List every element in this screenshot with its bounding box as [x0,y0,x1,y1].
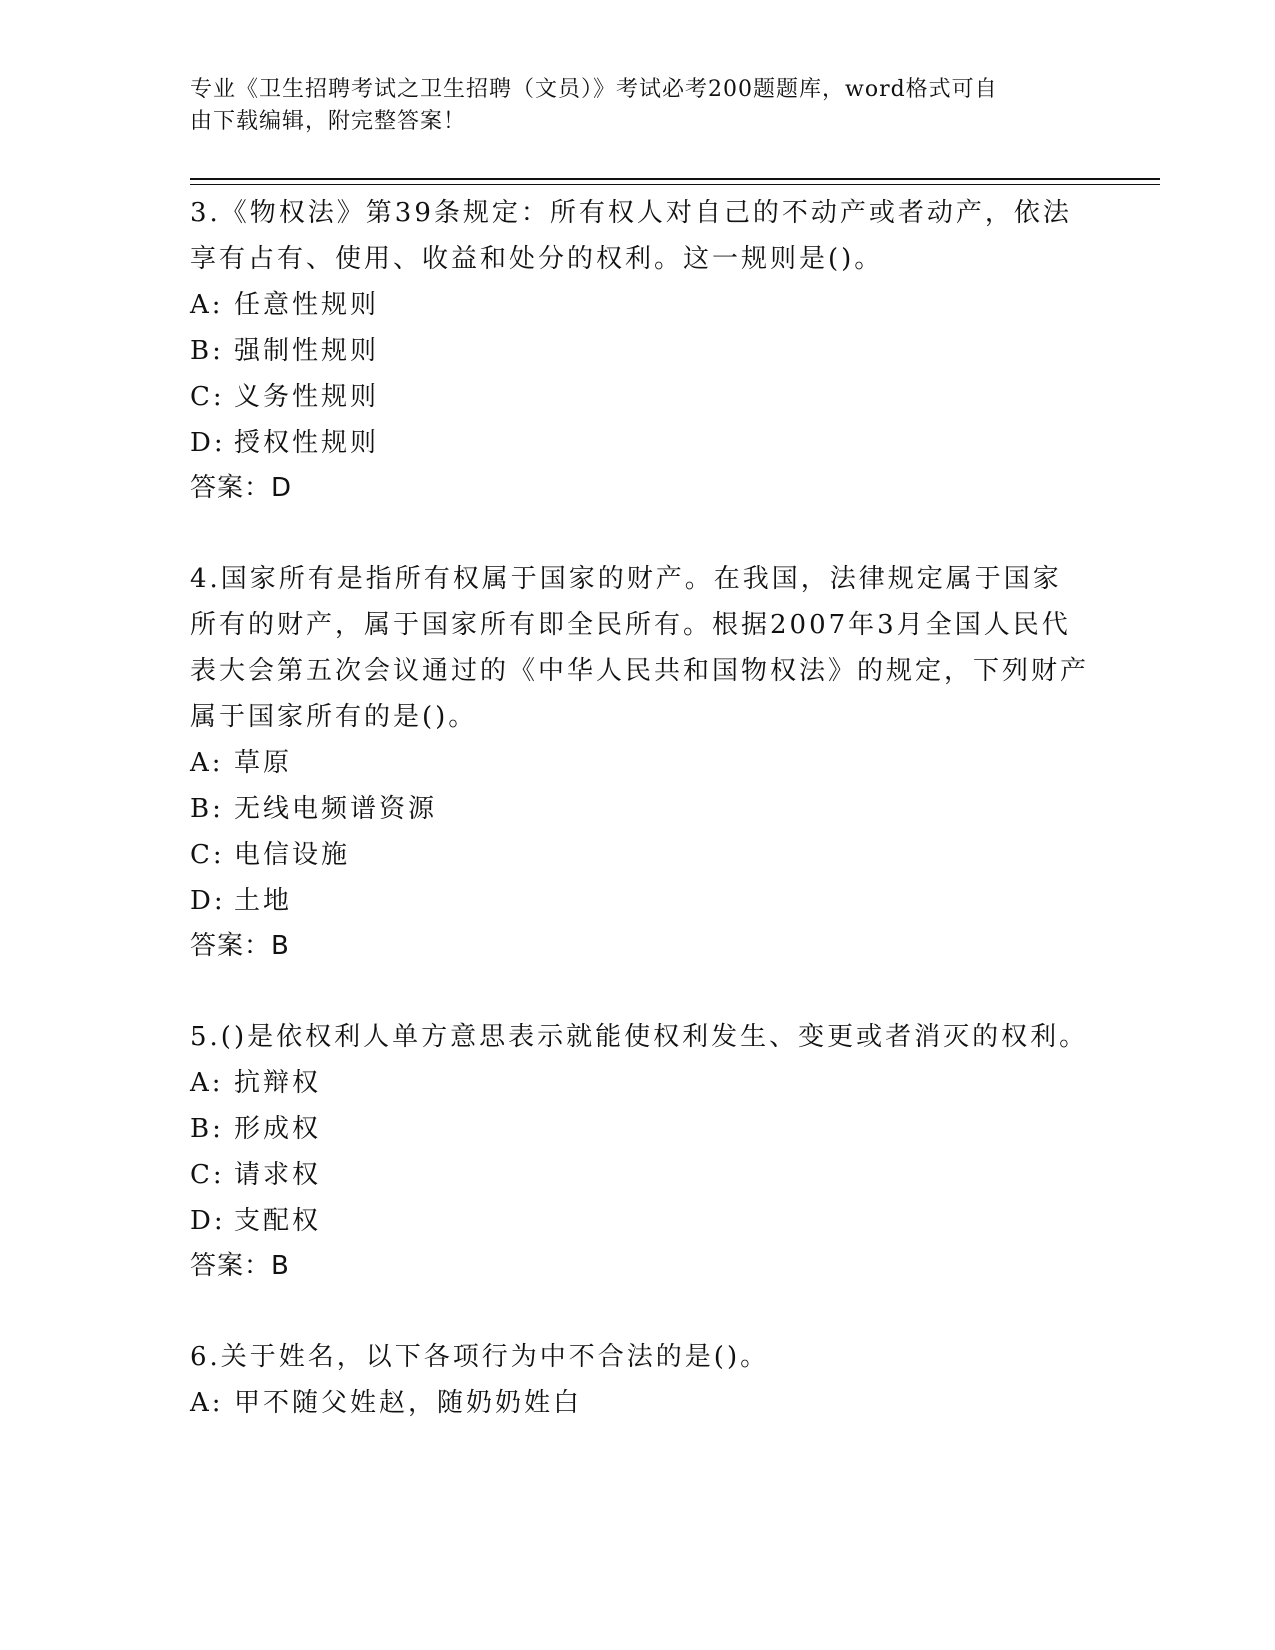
question-stem: 6.关于姓名，以下各项行为中不合法的是()。 [190,1342,770,1372]
option-key: B: [190,336,224,366]
option-text: 义务性规则 [234,382,380,412]
option-key: D: [190,886,226,916]
answer-line: 答案：B [190,1251,290,1281]
option-a [190,282,1090,328]
option-c [190,832,1090,878]
option-text: 无线电频谱资源 [234,794,438,824]
question-list [190,190,1090,1472]
option-d [190,420,1090,466]
question-4 [190,556,1090,968]
option-text: 电信设施 [234,840,351,870]
option-key: A: [190,1068,224,1098]
option-text: 支配权 [234,1206,322,1236]
question-3 [190,190,1090,510]
option-a [190,740,1090,786]
question-5 [190,1014,1090,1288]
question-6 [190,1334,1090,1426]
option-key: C: [190,1160,225,1190]
header-line-1: 专业《卫生招聘考试之卫生招聘（文员）》考试必考200题题库，word格式可自 [190,77,998,102]
option-b [190,1106,1090,1152]
option-text: 请求权 [234,1160,322,1190]
option-key: C: [190,840,225,870]
option-b [190,786,1090,832]
option-text: 甲不随父姓赵，随奶奶姓白 [234,1388,583,1418]
option-key: D: [190,428,226,458]
option-d [190,878,1090,924]
option-key: B: [190,794,224,824]
answer-line: 答案：D [190,473,293,503]
answer-line: 答案：B [190,931,290,961]
option-key: A: [190,290,224,320]
option-text: 强制性规则 [234,336,380,366]
option-b [190,328,1090,374]
option-text: 形成权 [234,1114,322,1144]
option-c [190,1152,1090,1198]
option-text: 土地 [234,886,293,916]
option-text: 草原 [234,748,293,778]
header-divider-thick [190,178,1160,180]
header-line-2: 由下载编辑，附完整答案！ [190,109,467,134]
header-divider-thin [190,184,1160,185]
option-a [190,1380,1090,1426]
question-stem: 3.《物权法》第39条规定：所有权人对自己的不动产或者动产，依法享有占有、使用、收益和处分的权利。这一规则是()。 [190,198,1072,274]
option-key: D: [190,1206,226,1236]
option-text: 抗辩权 [234,1068,322,1098]
option-c [190,374,1090,420]
option-key: C: [190,382,225,412]
option-key: A: [190,1388,224,1418]
option-key: B: [190,1114,224,1144]
option-text: 任意性规则 [234,290,380,320]
question-stem: 4.国家所有是指所有权属于国家的财产。在我国，法律规定属于国家所有的财产，属于国家所有即全民所有。根据2007年3月全国人民代表大会第五次会议通过的《中华人民共和国物权法》的规定，下列财产属于国家所有的是()。 [190,564,1090,732]
option-text: 授权性规则 [234,428,380,458]
question-stem: 5.()是依权利人单方意思表示就能使权利发生、变更或者消灭的权利。 [190,1022,1089,1052]
option-d [190,1198,1090,1244]
document-header [190,74,1090,138]
option-a [190,1060,1090,1106]
option-key: A: [190,748,224,778]
